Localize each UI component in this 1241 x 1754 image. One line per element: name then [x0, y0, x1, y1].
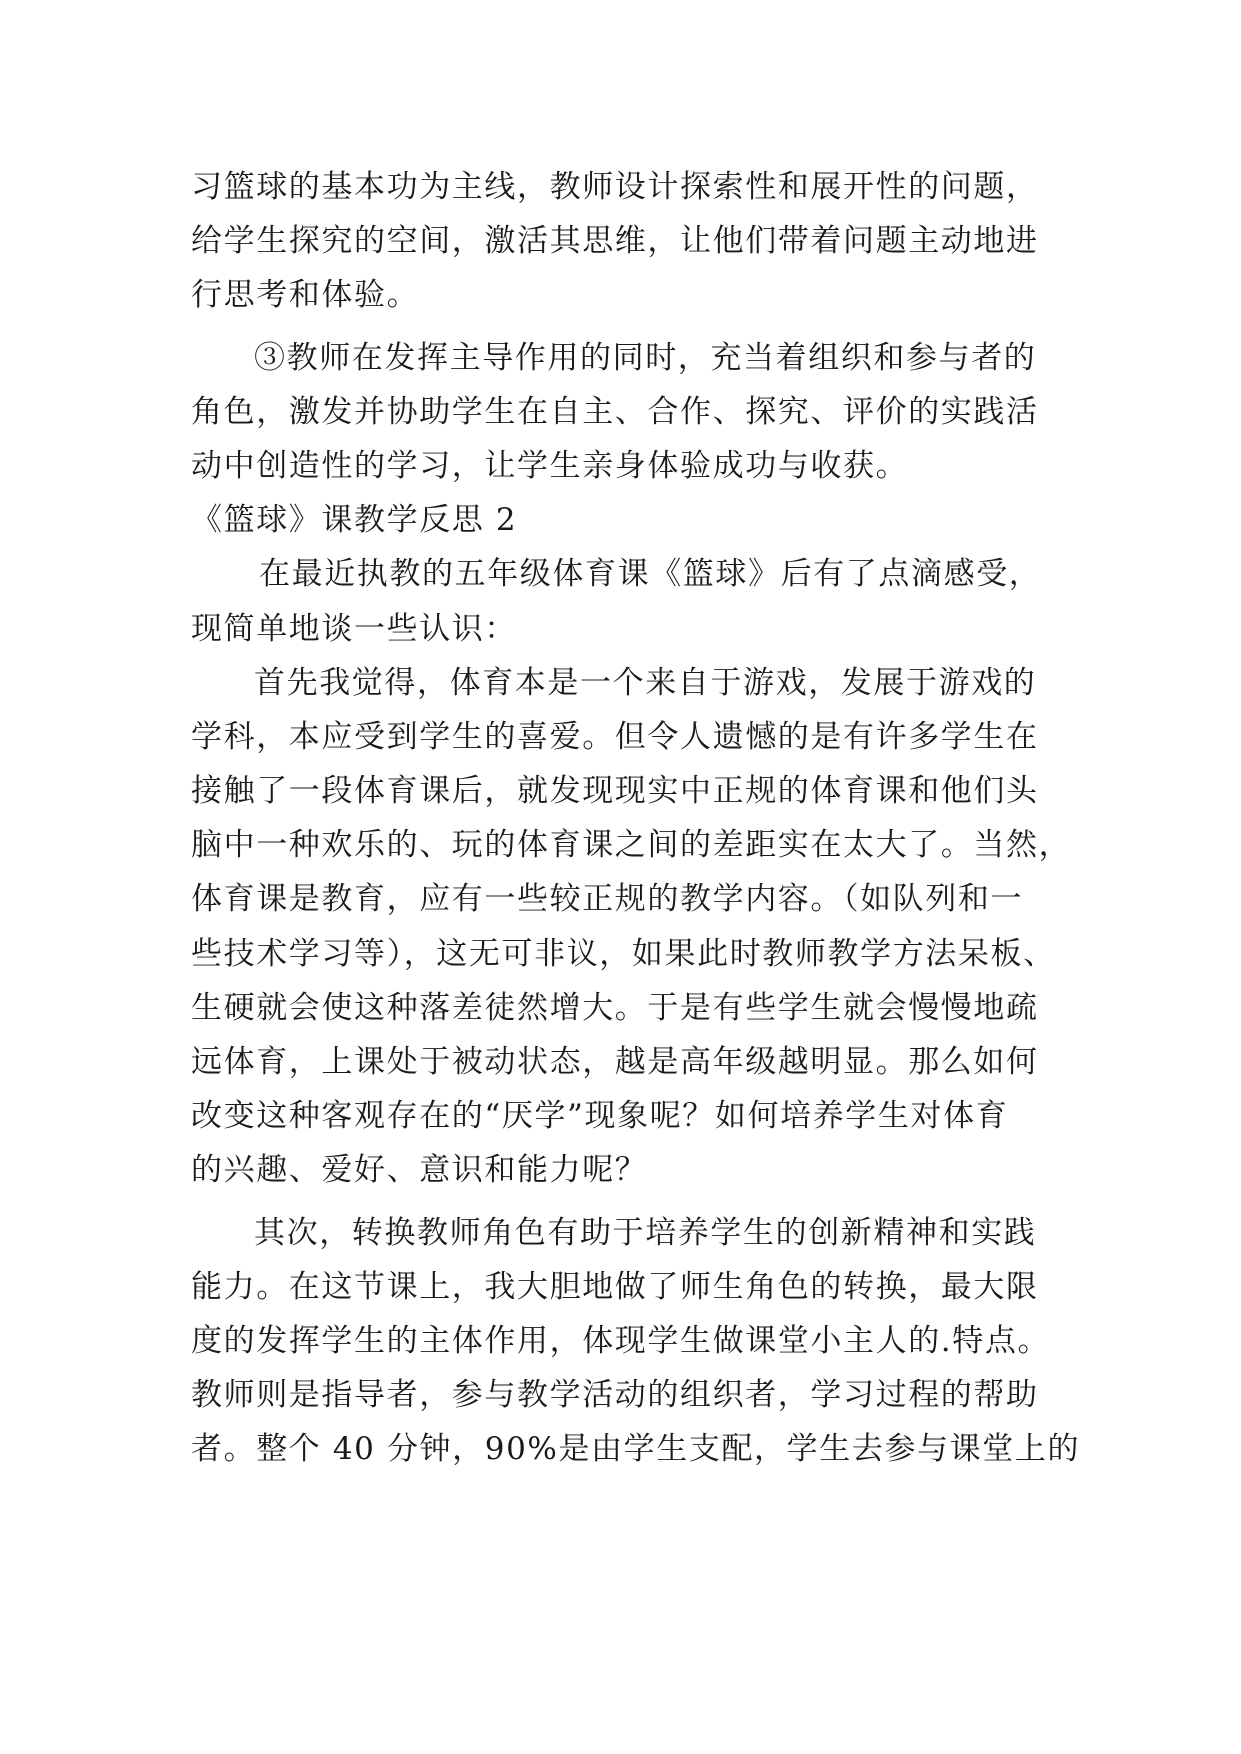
text-line: 习篮球的基本功为主线，教师设计探索性和展开性的问题，: [191, 169, 1039, 205]
paragraph-start-line: 在最近执教的五年级体育课《篮球》后有了点滴感受，: [259, 556, 1042, 593]
text-line: 行思考和体验。: [191, 277, 420, 314]
paragraph-start-line: 首先我觉得，体育本是一个来自于游戏，发展于游戏的: [254, 664, 1037, 701]
text-line: 现简单地谈一些认识：: [191, 610, 517, 647]
text-line: 者。整个 40 分钟，90%是由学生支配，学生去参与课堂上的: [191, 1431, 1081, 1468]
section-heading: 《篮球》课教学反思 2: [191, 502, 518, 539]
text-line: 远体育，上课处于被动状态，越是高年级越明显。那么如何: [191, 1044, 1039, 1080]
text-line: 脑中一种欢乐的、玩的体育课之间的差距实在太大了。当然，: [191, 827, 1072, 864]
text-line: 度的发挥学生的主体作用，体现学生做课堂小主人的.特点。: [191, 1322, 1051, 1359]
text-line: 能力。在这节课上，我大胆地做了师生角色的转换，最大限: [191, 1268, 1039, 1305]
paragraph-start-line: 其次，转换教师角色有助于培养学生的创新精神和实践: [254, 1214, 1037, 1251]
text-line: 改变这种客观存在的“厌学”现象呢？如何培养学生对体育: [191, 1098, 1009, 1135]
text-line: 角色，激发并协助学生在自主、合作、探究、评价的实践活: [191, 393, 1039, 430]
paragraph-start-line: ③教师在发挥主导作用的同时，充当着组织和参与者的: [254, 339, 1037, 376]
text-line: 学科，本应受到学生的喜爱。但令人遗憾的是有许多学生在: [191, 718, 1039, 755]
text-line: 的兴趣、爱好、意识和能力呢？: [191, 1152, 648, 1189]
text-line: 些技术学习等），这无可非议，如果此时教师教学方法呆板、: [191, 935, 1056, 972]
text-line: 教师则是指导者，参与教学活动的组织者，学习过程的帮助: [191, 1377, 1039, 1414]
text-line: 动中创造性的学习，让学生亲身体验成功与收获。: [191, 447, 909, 484]
text-line: 生硬就会使这种落差徒然增大。于是有些学生就会慢慢地疏: [191, 989, 1039, 1026]
document-body: [191, 160, 1081, 1477]
text-line: 接触了一段体育课后，就发现现实中正规的体育课和他们头: [191, 773, 1039, 810]
text-line: 给学生探究的空间，激活其思维，让他们带着问题主动地进: [191, 223, 1039, 260]
text-line: 体育课是教育，应有一些较正规的教学内容。（如队列和一: [191, 881, 1024, 918]
